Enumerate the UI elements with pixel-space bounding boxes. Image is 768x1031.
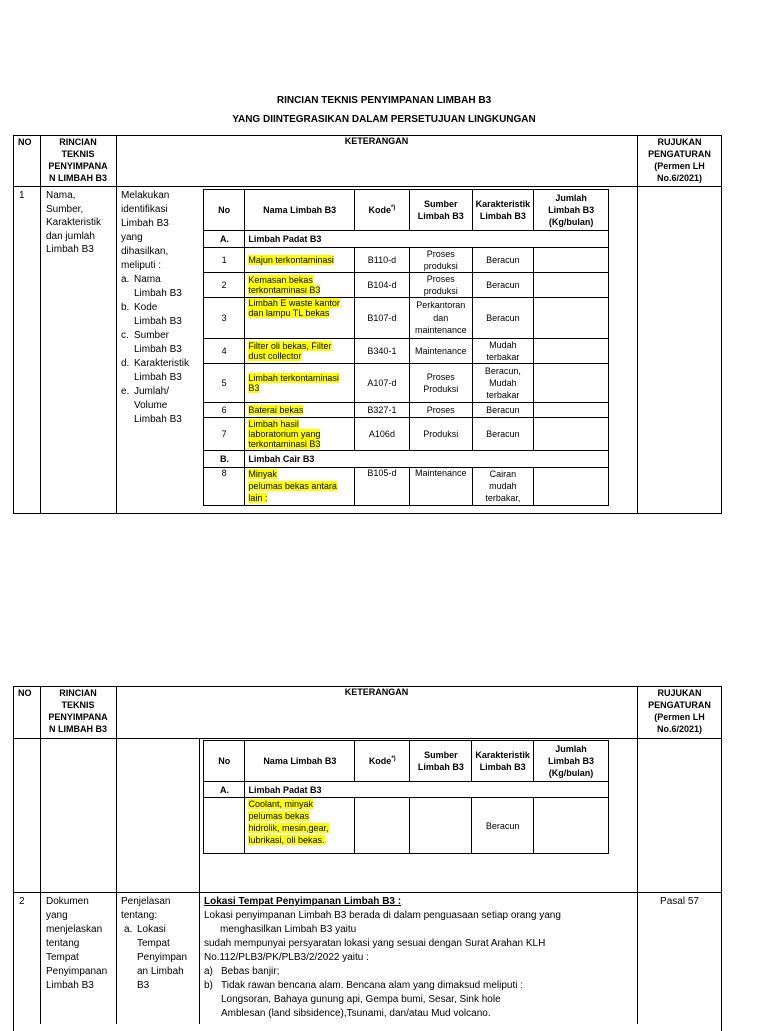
waste-table-continued bbox=[203, 740, 609, 854]
header2-keterangan: KETERANGAN bbox=[344, 687, 409, 697]
section-a-row: A. Limbah Padat B3 bbox=[204, 231, 609, 248]
page-subtitle: YANG DIINTEGRASIKAN DALAM PERSETUJUAN LINGKUNGAN bbox=[232, 114, 536, 125]
waste-row-1: 1 Majun terkontaminasi B110-d Proses produksi Beracun bbox=[204, 248, 609, 273]
waste-row-7: 7 Limbah hasil laboratorium yang terkontaminasi B3 A106d Produksi Beracun bbox=[204, 418, 609, 451]
row1-keterangan-list: a. Nama Limbah B3 b. Kode Limbah B3 c. Sumber Limbah B3 d. Karakteristik Limbah B3 e. Jumlah/ Volume Limbah B3 bbox=[121, 274, 190, 425]
row1-keterangan-intro: Melakukan identifikasi Limbah B3 yang dihasilkan, meliputi : a. Nama Limbah B3 b. Kode Limbah B3 c. Sumber Limbah B3 d. Karakteristik Limbah B3 e. Jumlah/ Volume Limbah B3 bbox=[121, 189, 203, 427]
header-rincian: RINCIAN TEKNIS PENYIMPANA N LIMBAH B3 bbox=[48, 137, 108, 183]
waste-table bbox=[203, 189, 609, 506]
section-b-row: B. Limbah Cair B3 bbox=[204, 451, 609, 468]
row1-no: 1 bbox=[19, 190, 25, 201]
waste-row-2: 2 Kemasan bekas terkontaminasi B3 B104-d Proses produksi Beracun bbox=[204, 273, 609, 298]
waste-row-8-continued: Coolant, minyak pelumas bekas hidrolik, mesin,gear, lubrikasi, oli bekas. Beracun bbox=[204, 798, 609, 854]
waste-row-6: 6 Baterai bekas B327-1 Proses Beracun bbox=[204, 403, 609, 418]
header-keterangan: KETERANGAN bbox=[344, 136, 409, 146]
page-title: RINCIAN TEKNIS PENYIMPANAN LIMBAH B3 bbox=[276, 95, 492, 106]
row2-lokasi: Lokasi Tempat Penyimpanan Limbah B3 : Lokasi penyimpanan Limbah B3 berada di dalam penguasaan setiap orang yang menghasilkan Limbah B3 yaitu sudah mempunyai persyaratan lokasi yang sesuai dengan Surat Arahan KLH No.112/PLB3/PK/PLB3/2/2022 yaitu : a) Bebas banjir; b) Tidak rawan bencana alam. Bencana alam yang dimaksud meliputi : Longsoran, Bahaya gunung api, Gempa bumi, Sesar, Sink hole Amblesan (land sibsidence),Tsunami, dan/atau Mud volcano. bbox=[204, 895, 634, 1021]
waste-table-header: No Nama Limbah B3 Kode*) Sumber Limbah B3 Karakteristik Limbah B3 Jumlah Limbah B3 (Kg/bulan) bbox=[204, 190, 609, 231]
waste-row-8: 8 Minyak pelumas bekas antara lain : B105-d Maintenance Cairan mudah terbakar, bbox=[204, 468, 609, 506]
row2-keterangan-intro: Penjelasan tentang: a. Lokasi Tempat Penyimpan an Limbah B3 bbox=[121, 896, 188, 991]
section-a-row-2: A. Limbah Padat B3 bbox=[204, 782, 609, 798]
row2-rujukan: Pasal 57 bbox=[660, 896, 699, 907]
header-no: NO bbox=[18, 137, 32, 147]
waste-table2-header: No Nama Limbah B3 Kode*) Sumber Limbah B3 Karakteristik Limbah B3 Jumlah Limbah B3 (Kg/bulan) bbox=[204, 741, 609, 782]
waste-row-4: 4 Filter oli bekas, Filter dust collector B340-1 Maintenance Mudah terbakar bbox=[204, 339, 609, 364]
row2-no: 2 bbox=[19, 896, 25, 907]
row1-rincian: Nama, Sumber, Karakteristik dan jumlah Limbah B3 bbox=[46, 190, 102, 255]
header2-rujukan: RUJUKAN PENGATURAN (Permen LH No.6/2021) bbox=[648, 688, 711, 734]
header2-rincian: RINCIAN TEKNIS PENYIMPANA N LIMBAH B3 bbox=[48, 688, 108, 734]
waste-row-3: 3 Limbah E waste kantor dan lampu TL bekas B107-d Perkantoran dan maintenance Beracun bbox=[204, 298, 609, 339]
row2-rincian: Dokumen yang menjelaskan tentang Tempat Penyimpanan Limbah B3 bbox=[46, 896, 108, 991]
lokasi-title: Lokasi Tempat Penyimpanan Limbah B3 : bbox=[204, 896, 402, 907]
header2-no: NO bbox=[18, 688, 32, 698]
header-rujukan: RUJUKAN PENGATURAN (Permen LH No.6/2021) bbox=[648, 137, 711, 183]
waste-row-5: 5 Limbah terkontaminasi B3 A107-d Proses Produksi Beracun, Mudah terbakar bbox=[204, 364, 609, 403]
